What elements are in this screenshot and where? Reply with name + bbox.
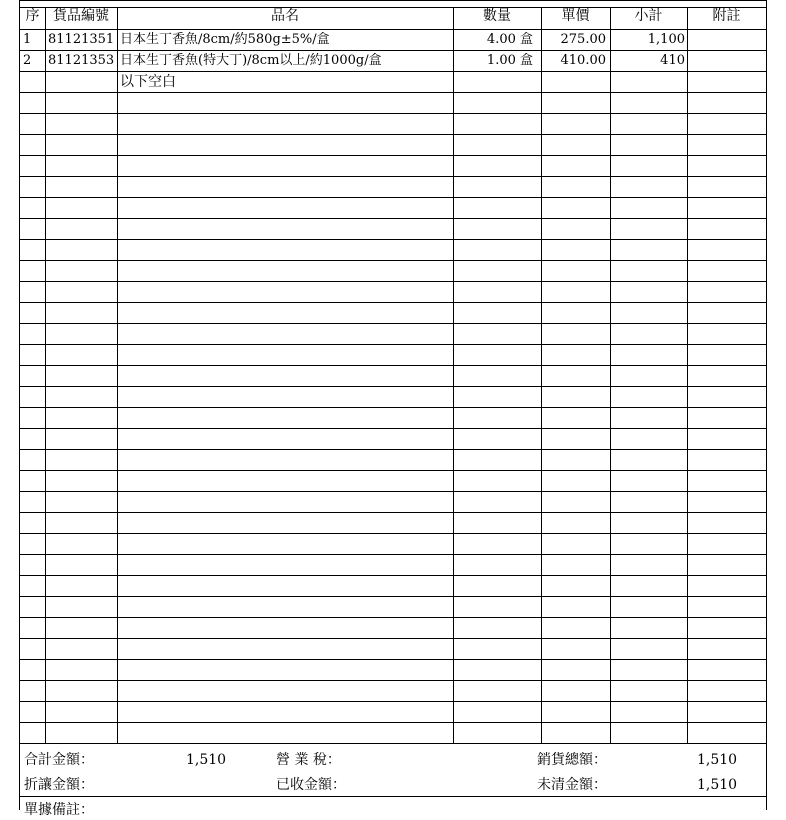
row2-price: 410.00 bbox=[560, 53, 606, 68]
row1-code: 81121351 bbox=[48, 32, 115, 47]
row1-name: 日本生丁香魚/8cm/約580g±5%/盒 bbox=[120, 32, 330, 47]
discount-label: 折讓金額： bbox=[24, 777, 94, 793]
row2-name: 日本生丁香魚(特大丁)/8cm以上/約1000g/盒 bbox=[120, 53, 382, 68]
header-subtotal: 小計 bbox=[634, 8, 663, 24]
received-label: 已收金額： bbox=[276, 777, 346, 793]
unpaid-value: 1,510 bbox=[697, 777, 738, 793]
sales-total-label: 銷貨總額： bbox=[537, 752, 607, 768]
header-code: 貨品編號 bbox=[53, 8, 109, 24]
row2-seq: 2 bbox=[23, 53, 32, 68]
row1-qty: 4.00 盒 bbox=[486, 32, 533, 47]
remarks-label: 單據備註： bbox=[24, 802, 94, 818]
row1-price: 275.00 bbox=[560, 32, 606, 47]
row1-subtotal: 1,100 bbox=[647, 32, 685, 47]
row2-qty: 1.00 盒 bbox=[486, 53, 533, 68]
header-seq: 序 bbox=[25, 8, 40, 24]
total-label: 合計金額： bbox=[24, 752, 94, 768]
row1-seq: 1 bbox=[23, 32, 32, 47]
invoice-sheet bbox=[19, 0, 767, 818]
table-grid bbox=[20, 0, 766, 810]
header-note: 附註 bbox=[712, 8, 741, 24]
sales-total-value: 1,510 bbox=[697, 752, 738, 768]
row2-code: 81121353 bbox=[48, 53, 115, 68]
row2-subtotal: 410 bbox=[660, 53, 685, 68]
tax-label: 營 業 稅： bbox=[276, 752, 341, 768]
header-name: 品名 bbox=[271, 8, 299, 24]
unpaid-label: 未清金額： bbox=[537, 777, 607, 793]
header-qty: 數量 bbox=[483, 8, 511, 24]
total-value: 1,510 bbox=[186, 752, 227, 768]
end-marker: 以下空白 bbox=[120, 74, 176, 90]
header-price: 單價 bbox=[561, 8, 590, 24]
